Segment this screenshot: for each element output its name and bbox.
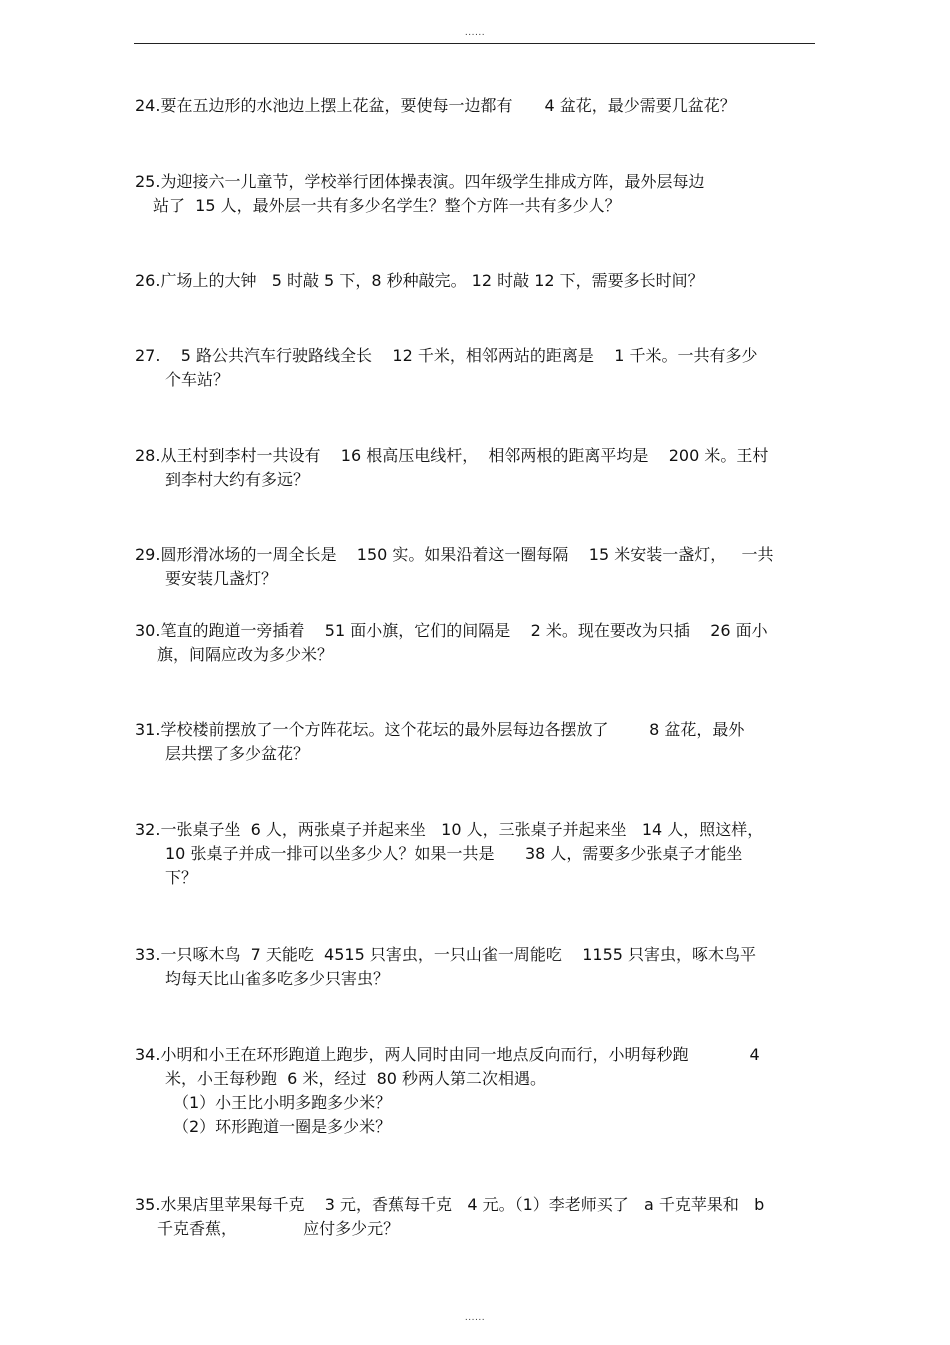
- header-rule: [134, 43, 815, 44]
- question-line: 站了 15 人，最外层一共有多少名学生？整个方阵一共有多少人？: [153, 196, 621, 215]
- question-line: 29.圆形滑冰场的一周全长是 150 实。如果沿着这一圈每隔 15 米安装一盏灯， 一共: [135, 545, 774, 564]
- question-33: [135, 943, 817, 991]
- question-line: 31.学校楼前摆放了一个方阵花坛。这个花坛的最外层每边各摆放了 8 盆花，最外: [135, 720, 745, 739]
- question-line: 10 张桌子并成一排可以坐多少人？如果一共是 38 人，需要多少张桌子才能坐: [165, 844, 743, 863]
- question-28: [135, 444, 817, 492]
- footer-dots: ......: [464, 1313, 486, 1323]
- question-31: [135, 718, 817, 766]
- question-subitem: （2）环形跑道一圈是多少米？: [173, 1117, 392, 1136]
- question-line: 35.水果店里苹果每千克 3 元，香蕉每千克 4 元。（1）李老师买了 a 千克苹果和 b: [135, 1195, 765, 1214]
- question-35: [135, 1193, 817, 1241]
- question-27: [135, 344, 817, 392]
- question-line: 千克香蕉， 应付多少元？: [157, 1219, 400, 1238]
- question-line: 26.广场上的大钟 5 时敲 5 下，8 秒种敲完。 12 时敲 12 下，需要多长时间？: [135, 271, 704, 290]
- question-25: [135, 170, 817, 218]
- question-line: 25.为迎接六一儿童节，学校举行团体操表演。四年级学生排成方阵，最外层每边: [135, 172, 705, 191]
- question-32: [135, 818, 817, 890]
- question-line: 33.一只啄木鸟 7 天能吃 4515 只害虫，一只山雀一周能吃 1155 只害虫，啄木鸟平: [135, 945, 757, 964]
- question-26: [135, 269, 817, 293]
- question-line: 均每天比山雀多吃多少只害虫？: [165, 969, 390, 988]
- question-line: 下？: [165, 868, 198, 887]
- question-30: [135, 619, 817, 667]
- question-line: 32.一张桌子坐 6 人，两张桌子并起来坐 10 人，三张桌子并起来坐 14 人，照这样，: [135, 820, 764, 839]
- question-29: [135, 543, 817, 591]
- question-line: 旗，间隔应改为多少米？: [157, 645, 334, 664]
- question-subitem: （1）小王比小明多跑多少米？: [173, 1093, 392, 1112]
- question-line: 个车站？: [165, 370, 230, 389]
- question-line: 30.笔直的跑道一旁插着 51 面小旗，它们的间隔是 2 米。现在要改为只插 26 面小: [135, 621, 768, 640]
- question-line: 27. 5 路公共汽车行驶路线全长 12 千米，相邻两站的距离是 1 千米。一共有多少: [135, 346, 758, 365]
- question-24: [135, 94, 817, 118]
- header-dots: ......: [464, 28, 486, 38]
- question-line: 28.从王村到李村一共设有 16 根高压电线杆， 相邻两根的距离平均是 200 米。王村: [135, 446, 769, 465]
- question-line: 层共摆了多少盆花？: [165, 744, 310, 763]
- question-line: 24.要在五边形的水池边上摆上花盆，要使每一边都有 4 盆花，最少需要几盆花？: [135, 96, 736, 115]
- question-line: 34.小明和小王在环形跑道上跑步，两人同时由同一地点反向而行，小明每秒跑 4: [135, 1045, 760, 1064]
- question-line: 米，小王每秒跑 6 米，经过 80 秒两人第二次相遇。: [165, 1069, 547, 1088]
- question-34: [135, 1043, 817, 1139]
- question-line: 到李村大约有多远？: [165, 470, 310, 489]
- question-line: 要安装几盏灯？: [165, 569, 278, 588]
